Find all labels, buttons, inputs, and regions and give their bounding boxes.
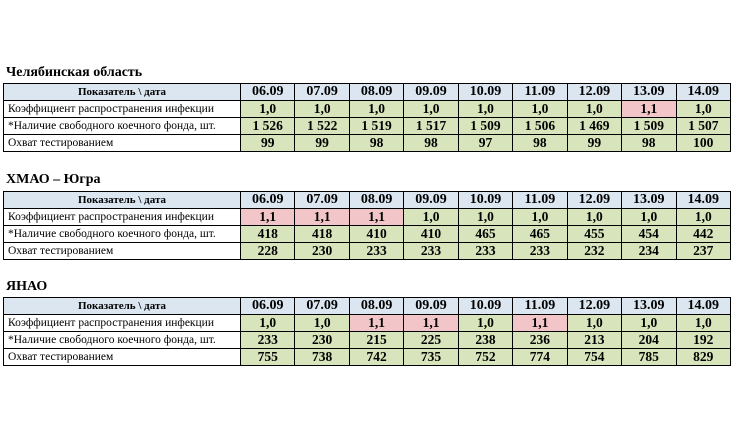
- value-cell: 1,0: [458, 209, 512, 226]
- value-cell: 418: [241, 226, 295, 243]
- value-cell: 1,0: [676, 315, 731, 332]
- value-cell: 233: [241, 332, 295, 349]
- region-table: [3, 191, 731, 260]
- value-cell-highlighted: 1,1: [349, 209, 403, 226]
- region-title: ЯНАО: [6, 279, 48, 294]
- row-label: Коэффициент распространения инфекции: [4, 209, 241, 226]
- value-cell: 192: [676, 332, 731, 349]
- date-header: 08.09: [349, 84, 403, 101]
- value-cell: 455: [567, 226, 621, 243]
- value-cell-highlighted: 1,1: [241, 209, 295, 226]
- value-cell: 465: [458, 226, 512, 243]
- value-cell: 1,0: [567, 101, 621, 118]
- header-label: Показатель \ дата: [4, 84, 241, 101]
- value-cell: 1,0: [513, 101, 567, 118]
- value-cell: 98: [622, 135, 676, 152]
- row-label: *Наличие свободного коечного фонда, шт.: [4, 226, 241, 243]
- date-header: 13.09: [622, 192, 676, 209]
- value-cell: 1,0: [458, 315, 512, 332]
- date-header: 13.09: [622, 84, 676, 101]
- value-cell: 1,0: [513, 209, 567, 226]
- value-cell: 97: [458, 135, 512, 152]
- date-header: 13.09: [622, 298, 676, 315]
- value-cell: 230: [295, 332, 349, 349]
- value-cell: 1 469: [567, 118, 621, 135]
- table-row: [4, 332, 731, 349]
- value-cell: 215: [349, 332, 403, 349]
- value-cell: 785: [622, 349, 676, 366]
- value-cell: 233: [349, 243, 403, 260]
- date-header: 06.09: [241, 192, 295, 209]
- date-header: 12.09: [567, 84, 621, 101]
- date-header: 09.09: [404, 298, 458, 315]
- date-header: 06.09: [241, 84, 295, 101]
- region-table: [3, 297, 731, 366]
- value-cell: 738: [295, 349, 349, 366]
- value-cell: 1,0: [241, 101, 295, 118]
- value-cell: 228: [241, 243, 295, 260]
- value-cell: 233: [404, 243, 458, 260]
- date-header: 11.09: [513, 298, 567, 315]
- region-title: Челябинская область: [6, 65, 143, 80]
- table-row: [4, 349, 731, 366]
- row-label: Коэффициент распространения инфекции: [4, 101, 241, 118]
- value-cell: 1,0: [349, 101, 403, 118]
- value-cell: 1 506: [513, 118, 567, 135]
- value-cell: 225: [404, 332, 458, 349]
- date-header: 11.09: [513, 84, 567, 101]
- value-cell: 410: [349, 226, 403, 243]
- value-cell: 213: [567, 332, 621, 349]
- value-cell: 829: [676, 349, 731, 366]
- date-header: 12.09: [567, 192, 621, 209]
- value-cell: 755: [241, 349, 295, 366]
- value-cell: 99: [241, 135, 295, 152]
- value-cell: 232: [567, 243, 621, 260]
- value-cell: 754: [567, 349, 621, 366]
- value-cell: 1 509: [458, 118, 512, 135]
- value-cell: 742: [349, 349, 403, 366]
- table-row: [4, 118, 731, 135]
- header-label: Показатель \ дата: [4, 192, 241, 209]
- header-row: [4, 298, 731, 315]
- value-cell: 1 517: [404, 118, 458, 135]
- date-header: 10.09: [458, 298, 512, 315]
- row-label: *Наличие свободного коечного фонда, шт.: [4, 118, 241, 135]
- value-cell: 1,0: [567, 209, 621, 226]
- date-header: 06.09: [241, 298, 295, 315]
- value-cell-highlighted: 1,1: [513, 315, 567, 332]
- value-cell: 1,0: [676, 209, 731, 226]
- value-cell: 233: [513, 243, 567, 260]
- value-cell-highlighted: 1,1: [349, 315, 403, 332]
- value-cell: 465: [513, 226, 567, 243]
- value-cell: 1,0: [567, 315, 621, 332]
- date-header: 10.09: [458, 192, 512, 209]
- header-row: [4, 84, 731, 101]
- value-cell: 233: [458, 243, 512, 260]
- value-cell: 98: [349, 135, 403, 152]
- value-cell: 442: [676, 226, 731, 243]
- date-header: 07.09: [295, 192, 349, 209]
- table-row: [4, 243, 731, 260]
- value-cell: 1,0: [404, 209, 458, 226]
- value-cell: 230: [295, 243, 349, 260]
- date-header: 07.09: [295, 298, 349, 315]
- table-row: [4, 209, 731, 226]
- date-header: 07.09: [295, 84, 349, 101]
- date-header: 09.09: [404, 192, 458, 209]
- value-cell-highlighted: 1,1: [622, 101, 676, 118]
- header-label: Показатель \ дата: [4, 298, 241, 315]
- value-cell: 1,0: [622, 209, 676, 226]
- value-cell: 1 522: [295, 118, 349, 135]
- value-cell: 1,0: [295, 315, 349, 332]
- value-cell-highlighted: 1,1: [404, 315, 458, 332]
- value-cell: 99: [295, 135, 349, 152]
- region-title: ХМАО – Югра: [6, 172, 101, 187]
- value-cell: 1 507: [676, 118, 731, 135]
- value-cell: 1,0: [676, 101, 731, 118]
- value-cell: 1,0: [622, 315, 676, 332]
- value-cell: 410: [404, 226, 458, 243]
- value-cell: 98: [513, 135, 567, 152]
- date-header: 10.09: [458, 84, 512, 101]
- date-header: 14.09: [676, 192, 731, 209]
- date-header: 09.09: [404, 84, 458, 101]
- row-label: Охват тестированием: [4, 135, 241, 152]
- row-label: *Наличие свободного коечного фонда, шт.: [4, 332, 241, 349]
- value-cell: 752: [458, 349, 512, 366]
- date-header: 08.09: [349, 192, 403, 209]
- value-cell: 1 526: [241, 118, 295, 135]
- row-label: Охват тестированием: [4, 243, 241, 260]
- table-row: [4, 101, 731, 118]
- value-cell: 735: [404, 349, 458, 366]
- value-cell: 774: [513, 349, 567, 366]
- value-cell: 234: [622, 243, 676, 260]
- value-cell: 1 519: [349, 118, 403, 135]
- region-table: [3, 83, 731, 152]
- value-cell: 1,0: [458, 101, 512, 118]
- date-header: 08.09: [349, 298, 403, 315]
- row-label: Охват тестированием: [4, 349, 241, 366]
- value-cell: 1,0: [241, 315, 295, 332]
- value-cell: 99: [567, 135, 621, 152]
- value-cell: 1 509: [622, 118, 676, 135]
- date-header: 14.09: [676, 84, 731, 101]
- date-header: 12.09: [567, 298, 621, 315]
- value-cell: 204: [622, 332, 676, 349]
- value-cell: 236: [513, 332, 567, 349]
- value-cell: 418: [295, 226, 349, 243]
- value-cell: 100: [676, 135, 731, 152]
- value-cell: 237: [676, 243, 731, 260]
- row-label: Коэффициент распространения инфекции: [4, 315, 241, 332]
- value-cell: 238: [458, 332, 512, 349]
- table-row: [4, 315, 731, 332]
- header-row: [4, 192, 731, 209]
- value-cell-highlighted: 1,1: [295, 209, 349, 226]
- value-cell: 1,0: [295, 101, 349, 118]
- date-header: 14.09: [676, 298, 731, 315]
- table-row: [4, 135, 731, 152]
- value-cell: 1,0: [404, 101, 458, 118]
- table-row: [4, 226, 731, 243]
- value-cell: 98: [404, 135, 458, 152]
- date-header: 11.09: [513, 192, 567, 209]
- value-cell: 454: [622, 226, 676, 243]
